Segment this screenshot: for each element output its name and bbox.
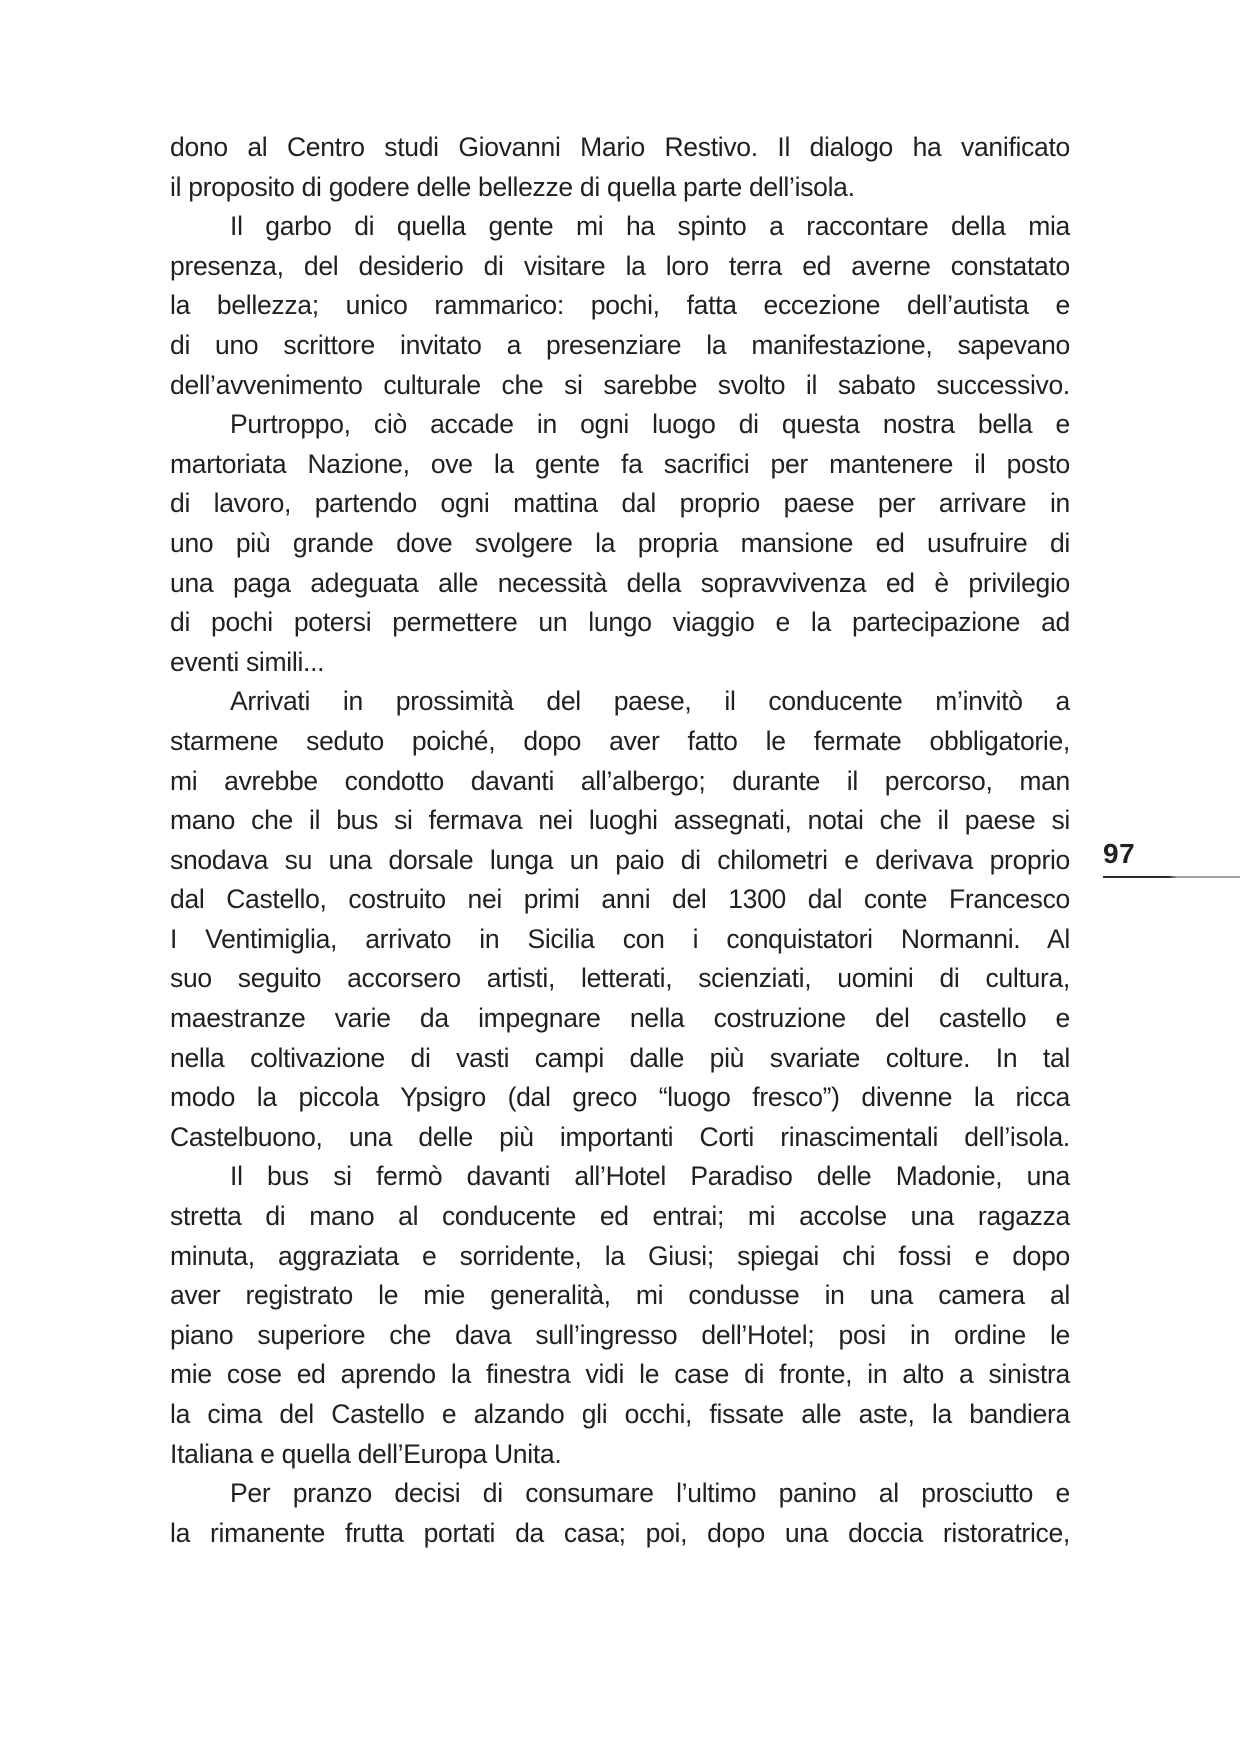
paragraph	[170, 128, 1070, 207]
text-line: snodava su una dorsale lunga un paio di chilometri e derivava proprio	[170, 844, 1070, 875]
text-line: aver registrato le mie generalità, mi condusse in una camera al	[170, 1280, 1070, 1311]
text-line: nella coltivazione di vasti campi dalle più svariate colture. In tal	[170, 1042, 1070, 1073]
text-line: di lavoro, partendo ogni mattina dal proprio paese per arrivare in	[170, 488, 1070, 519]
text-line: maestranze varie da impegnare nella costruzione del castello e	[170, 1003, 1070, 1034]
page-text-block	[170, 128, 1070, 1553]
paragraph	[170, 682, 1070, 1157]
page-number: 97	[1103, 838, 1136, 869]
text-line: mie cose ed aprendo la finestra vidi le case di fronte, in alto a sinistra	[170, 1359, 1070, 1390]
folio-rule	[1103, 876, 1240, 878]
text-line: piano superiore che dava sull’ingresso dell’Hotel; posi in ordine le	[170, 1319, 1070, 1350]
text-line: modo la piccola Ypsigro (dal greco “luogo fresco”) divenne la ricca	[170, 1082, 1070, 1113]
text-line: Arrivati in prossimità del paese, il conducente m’invitò a	[230, 686, 1070, 717]
paragraph	[170, 405, 1070, 682]
text-line: Il garbo di quella gente mi ha spinto a raccontare della mia	[230, 211, 1070, 242]
text-line: la bellezza; unico rammarico: pochi, fatta eccezione dell’autista e	[170, 290, 1070, 321]
text-line: minuta, aggraziata e sorridente, la Giusi; spiegai chi fossi e dopo	[170, 1240, 1070, 1271]
text-line: presenza, del desiderio di visitare la loro terra ed averne constatato	[170, 250, 1070, 281]
text-line: una paga adeguata alle necessità della sopravvivenza ed è privilegio	[170, 567, 1070, 598]
text-line: uno più grande dove svolgere la propria mansione ed usufruire di	[170, 527, 1070, 558]
text-line: I Ventimiglia, arrivato in Sicilia con i conquistatori Normanni. Al	[170, 923, 1070, 954]
text-line: suo seguito accorsero artisti, letterati, scienziati, uomini di cultura,	[170, 963, 1070, 994]
text-line: di uno scrittore invitato a presenziare la manifestazione, sapevano	[170, 329, 1070, 360]
folio	[1100, 838, 1240, 870]
text-line: dal Castello, costruito nei primi anni del 1300 dal conte Francesco	[170, 884, 1070, 915]
text-line: Italiana e quella dell’Europa Unita.	[170, 1438, 562, 1469]
text-line: martoriata Nazione, ove la gente fa sacrifici per mantenere il posto	[170, 448, 1070, 479]
text-line: Il bus si fermò davanti all’Hotel Paradiso delle Madonie, una	[230, 1161, 1070, 1192]
text-line: di pochi potersi permettere un lungo viaggio e la partecipazione ad	[170, 607, 1070, 638]
text-line: mi avrebbe condotto davanti all’albergo; durante il percorso, man	[170, 765, 1070, 796]
text-line: dell’avvenimento culturale che si sarebbe svolto il sabato successivo.	[170, 369, 1070, 400]
text-line: stretta di mano al conducente ed entrai; mi accolse una ragazza	[170, 1201, 1070, 1232]
paragraph	[170, 1157, 1070, 1474]
text-line: Per pranzo decisi di consumare l’ultimo panino al prosciutto e	[230, 1478, 1070, 1509]
text-line: dono al Centro studi Giovanni Mario Restivo. Il dialogo ha vanificato	[170, 132, 1070, 162]
text-line: la cima del Castello e alzando gli occhi, fissate alle aste, la bandiera	[170, 1399, 1070, 1429]
text-line: mano che il bus si fermava nei luoghi assegnati, notai che il paese si	[170, 805, 1070, 836]
text-line: starmene seduto poiché, dopo aver fatto le fermate obbligatorie,	[170, 725, 1070, 756]
text-line: eventi simili...	[170, 646, 325, 677]
paragraph	[170, 207, 1070, 405]
text-line: Purtroppo, ciò accade in ogni luogo di questa nostra bella e	[230, 409, 1070, 440]
text-line: Castelbuono, una delle più importanti Corti rinascimentali dell’isola.	[170, 1121, 1070, 1152]
paragraph	[170, 1474, 1070, 1553]
text-line: la rimanente frutta portati da casa; poi, dopo una doccia ristoratrice,	[170, 1517, 1070, 1548]
text-line: il proposito di godere delle bellezze di quella parte dell’isola.	[170, 171, 855, 202]
